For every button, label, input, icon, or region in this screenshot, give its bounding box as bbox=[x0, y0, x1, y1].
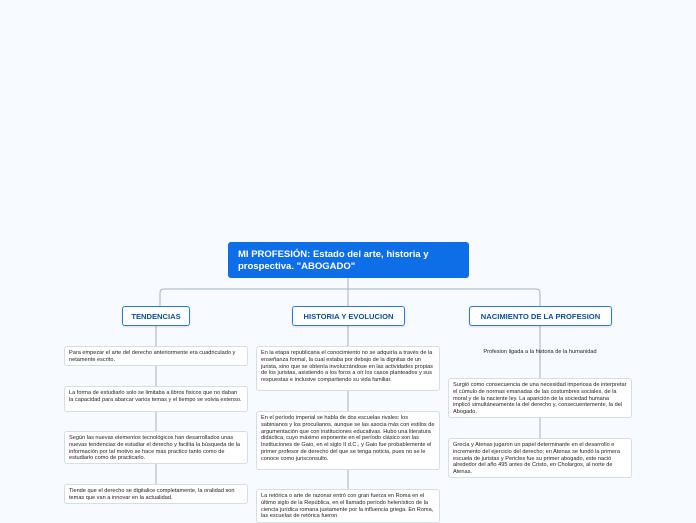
root-topic[interactable] bbox=[228, 242, 469, 278]
note-text: En el período imperial se habla de dos escuelas rivales: los sabinianos y los proculianos, aunque se las asocia más con estilos de argumentación que con instituciones educativas. Hubo una literatura didáctica, cuyo máximo exponente en el período clásico son las Instituciones de Gaio, en el siglo II d.C., y Gaio fue probablemente el primer profesor de derecho del que se tenga noticia, pues no se le conoce como jurisconsulto. bbox=[261, 415, 435, 462]
note-tendencias-4[interactable] bbox=[64, 484, 248, 504]
note-text: Grecia y Atenas jugaron un papel determinante en el desarrollo e incremento del ejercicio del derecho; en Atenas se fundó la primera escuela de juristas y Pericles fue su primer abogado, este nació alrededor del año 495 antes de Cristo, en Cholargos, al norte de Atenas. bbox=[453, 442, 620, 476]
note-nacimiento-2[interactable] bbox=[448, 378, 632, 418]
note-historia-2[interactable] bbox=[256, 411, 440, 470]
note-tendencias-3[interactable] bbox=[64, 431, 248, 464]
note-text: Surgió como consecuencia de una necesidad imperiosa de interpretar el cúmulo de normas emanadas de las costumbres sociales, de la moral y de la naciente ley. La aparición de la sociedad humana implicó simultáneamente la del derecho y, consecuentemente, la del Abogado. bbox=[453, 382, 627, 416]
branch-nacimiento-de-la-profesion[interactable] bbox=[469, 306, 612, 326]
branch-tendencias-label: TENDENCIAS bbox=[131, 311, 181, 321]
note-tendencias-2[interactable] bbox=[64, 386, 248, 412]
connector-root-bar bbox=[160, 289, 540, 306]
branch-historia-y-evolucion[interactable] bbox=[292, 306, 405, 326]
branch-tendencias[interactable] bbox=[122, 306, 190, 326]
note-text: La forma de estudiarlo solo se limitaba a libros fisicos que no daban la capacidad para abarcar varios temas y el tiempo se volvia extenso. bbox=[69, 390, 242, 403]
note-historia-3[interactable] bbox=[256, 489, 440, 523]
branch-historia-label: HISTORIA Y EVOLUCION bbox=[303, 311, 394, 321]
note-nacimiento-3[interactable] bbox=[448, 438, 632, 478]
note-text: Tiende que el derecho se digitalice completamente, la oralidad son temas que van a innovar en la actualidad. bbox=[69, 488, 235, 501]
note-text: La retórica o arte de razonar entró con gran fuerza en Roma en el último siglo de la República, en el llamado período helenístico de la ciencia jurídica romana justamente por la influencia griega. En Roma, las escuelas de retórica fueron bbox=[261, 493, 434, 520]
note-historia-1[interactable] bbox=[256, 346, 440, 391]
note-text: Según las nuevas elementos tecnológicos han desarrollados unas nuevas tendencias de estudiar el derecho y facilita la búsqueda de la información por tal motivo se hace mas practico tanto como de estudiarlo como de practicarlo. bbox=[69, 435, 241, 462]
root-title: MI PROFESIÓN: Estado del arte, historia y prospectiva. "ABOGADO" bbox=[238, 249, 429, 272]
note-tendencias-1[interactable] bbox=[64, 346, 248, 366]
note-text: Profesion ligada a la historia de la humanidad bbox=[483, 349, 597, 355]
note-text: Para empezar el arte del derecho anteriormente era cuadriculado y netamente escrito. bbox=[69, 350, 236, 363]
branch-nacimiento-label: NACIMIENTO DE LA PROFESION bbox=[480, 311, 601, 321]
note-text: En la etapa republicana el conocimiento no se adquiría a través de la enseñanza formal, la cual estaba por debajo de la dignitas de un jurista, sino que se obtenía involucrándose en las actividades propias de los juristas, asistiendo a los foros a oír los casos planteados y sus respuestas e inclusive compartiendo su vida familiar. bbox=[261, 350, 433, 384]
note-nacimiento-1[interactable] bbox=[448, 349, 632, 356]
